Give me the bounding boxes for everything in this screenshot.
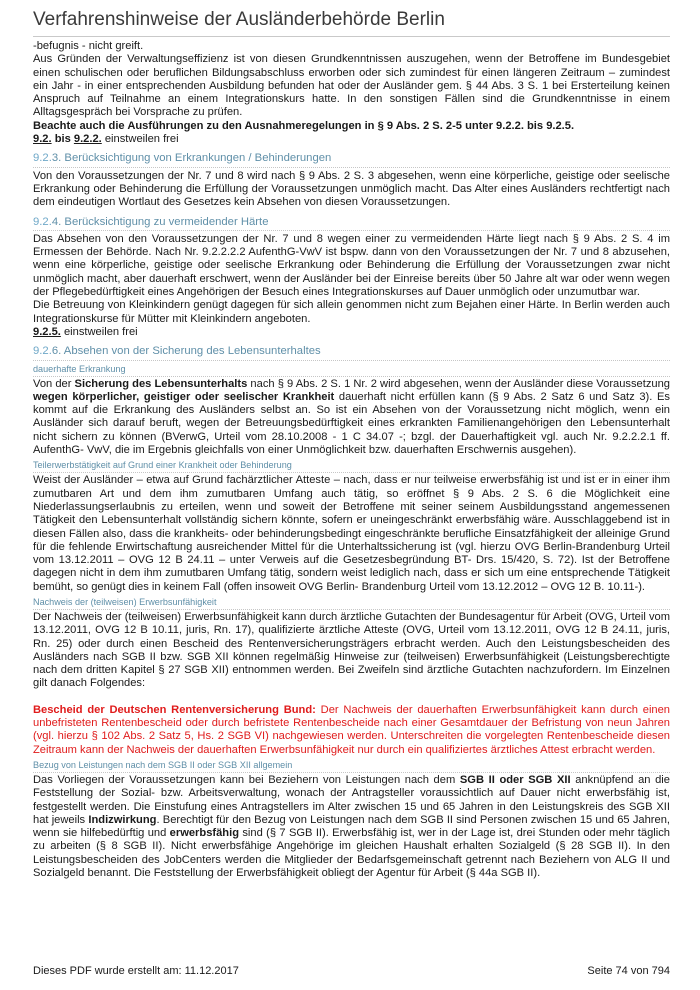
subsection-heading: Bezug von Leistungen nach dem SGB II oder SGB XII allgemein <box>33 760 670 773</box>
paragraph: Die Betreuung von Kleinkindern genügt dagegen für sich allein genommen nicht zum Bejahen einer Härte. In Berlin werden auch Integrationskurse für Mütter mit Kleinkindern angeboten. <box>33 299 670 325</box>
section-number: 9.2. <box>33 152 52 165</box>
section-heading <box>33 345 670 360</box>
text: einstweilen frei <box>101 133 179 146</box>
text-bold: wegen körperlicher, geistiger oder seelischer Krankheit <box>33 390 335 403</box>
footer-created-date: Dieses PDF wurde erstellt am: 11.12.2017 <box>33 965 239 977</box>
text-bold: erwerbsfähig <box>169 827 239 840</box>
footer-page-number: Seite 74 von 794 <box>587 965 670 977</box>
section-title: 6. Absehen von der Sicherung des Lebensunterhaltes <box>51 345 321 358</box>
text: dauerhaft nicht erfüllen kann (§ 9 Abs. 2 Satz 6 und Satz 3). Es kommt auf die Erkrankung des Ausländers selbst an. So ist ein Absehen von der Voraussetzung nicht möglich, wenn ein Ausländer sich darauf beruft, wegen der Betreuungsbedürftigkeit eines erkrankten Familienangehörigen den Lebensunterhalt nicht sichern zu können (BVerwG, Urteil vom 28.10.2008 - 1 C 34.07 -; bzgl. der Dauerhaftigkeit vgl. auch Nr. 9.2.2.2.1 ff. AufenthG- VwV, die im Ergebnis gleichfalls von einer Unmöglichkeit bzw. dauerhaften Erschwernis ausgehen). <box>33 390 670 457</box>
subsection-heading: dauerhafte Erkrankung <box>33 364 670 377</box>
section-heading <box>33 216 670 231</box>
paragraph: Aus Gründen der Verwaltungseffizienz ist von diesen Grundkenntnissen auszugehen, wenn der Betroffene im Bundesgebiet einen schulischen oder beruflichen Bildungsabschluss erworben oder sich zumindest für einen längeren Zeitraum – zumindest ein Jahr - in einer entsprechenden Ausbildung befunden hat oder der Ausländer gem. § 44 Abs. 3 S. 1 bei Ersterteilung keinen Anspruch auf Teilnahme an einem Integrationskurs hatte. In den sonstigen Fällen sind die Grundkenntnisse in einem Alltagsgespräch bei Vorsprache zu prüfen. <box>33 53 670 119</box>
paragraph <box>33 133 670 146</box>
section-number: 9.2. <box>33 345 52 358</box>
text: bis <box>51 133 74 146</box>
paragraph: Der Nachweis der (teilweisen) Erwerbsunfähigkeit kann durch ärztliche Gutachten der Bundesagentur für Arbeit (OVG, Urteil vom 13.12.2011, OVG 12 B 10.11, juris, Rn. 17), qualifizierte ärztliche Atteste (OVG, Urteil vom 13.12.2011, OVG 12 B 24.11, juris, Rn. 25) oder durch einen Bescheid des Rentenversicherungsträgers erbracht werden. Auch den Leistungsbescheiden des Ausländers nach SGB II bzw. SGB XII können regelmäßig Hinweise zur (teilweisen) Erwerbsunfähigkeit (Leistungsberechtigte nach dem dritten Kapitel § 27 SGB XII) entnommen werden. Bei Zweifeln sind ärztliche Gutachten nachzufordern. Im Einzelnen gilt danach Folgendes: <box>33 610 670 690</box>
paragraph <box>33 326 670 339</box>
text: nach § 9 Abs. 2 S. 1 Nr. 2 wird abgesehen, wenn der Ausländer diese Voraussetzung <box>247 377 671 390</box>
text: . Berechtigt für den Bezug von Leistungen nach dem SGB II sind Personen zwischen 15 und 65 Jahren, wenn sie hilfebedürftig und <box>33 813 670 840</box>
text: Das Vorliegen der Voraussetzungen kann bei Beziehern von Leistungen nach dem <box>33 773 460 786</box>
document-body <box>33 40 670 880</box>
page-footer <box>33 965 670 977</box>
subsection-heading: Nachweis der (teilweisen) Erwerbsunfähigkeit <box>33 597 670 610</box>
paragraph: Weist der Ausländer – etwa auf Grund fachärztlicher Atteste – nach, dass er nur teilweise erwerbsfähig ist und ist er in einer ihm zumutbaren Art und dem ihm zumutbaren Umfang auch tätig, so eröffnet § 9 Abs. 2 S. 6 die Möglichkeit eine Niederlassungserlaubnis zu erteilen, wenn und soweit der Betroffene mit seiner seinem Ausbildungsstand angemessenen Tätigkeit den Lebensunterhalt vollständig sichern könnte, sofern er uneingeschränkt erwerbsfähig wäre. Ausschlaggebend ist in diesen Fällen also, dass die krankheits- oder behinderungsbedingt eingeschränkte berufliche Einsatzfähigkeit der alleinige Grund für die fehlende Erwirtschaftung ausreichender Mittel für die Unterhaltssicherung ist (vgl. hierzu OVG Berlin-Brandenburg Urteil vom 13.12.2011 – OVG 12 B 24.11 – unter Verweis auf die Gesetzesbegründung BT- Drs. 15/420, S. 72). Ist der Betroffene dagegen nicht in dem ihm zumutbaren Umfang tätig, sondern weist lediglich nach, dass er sich um eine entsprechende Tätigkeit bemüht, so genügt dies in keinem Fall (offen insoweit OVG Berlin- Brandenburg Urteil vom 13.12.2012 – OVG 12 B. 10.11-). <box>33 474 670 593</box>
text: anknüpfend an die Feststellung der Sozial- bzw. Arbeitsverwaltung, wonach der Antragsteller voraussichtlich auf Dauer nicht erwerbsfähig ist, festgestellt werden. Die Einstufung eines Antragstellers im Alter zwischen 15 und 65 Jahren in den Leistungskreis des SGB XII hat jeweils <box>33 773 670 826</box>
text: sind (§ 7 SGB II). Erwerbsfähig ist, wer in der Lage ist, drei Stunden oder mehr täglich zu arbeiten (§ 8 SGB II). Nicht erwerbsfähige Angehörige im gleichen Haushalt erhalten Sozialgeld (§ 28 SGB II). In den Leistungsbescheiden des JobCenters werden die Mitglieder der Bedarfsgemeinschaft getrennt nach Beziehern von ALG II und Sozialgeld benannt. Die Feststellung der Erwerbsfähigkeit obliegt der Agentur für Arbeit (§ 44a SGB II). <box>33 827 670 880</box>
paragraph <box>33 774 670 880</box>
section-title: 4. Berücksichtigung zu vermeidender Härte <box>51 215 269 228</box>
paragraph <box>33 378 670 458</box>
paragraph-note: Beachte auch die Ausführungen zu den Ausnahmeregelungen in § 9 Abs. 2 S. 2-5 unter 9.2.2. bis 9.2.5. <box>33 119 575 132</box>
section-number: 9.2. <box>33 215 52 228</box>
section-ref-link[interactable]: 9.2.5. <box>33 325 61 338</box>
paragraph-highlight <box>33 704 670 757</box>
section-ref-link[interactable]: 9.2.2. <box>73 133 102 146</box>
text: Von der <box>33 377 75 390</box>
text: Der Nachweis der dauerhaften Erwerbsunfähigkeit kann durch einen unbefristeten Rentenbescheid oder durch befristete Rentenbescheide nach einer Gesamtdauer der Befristung von neun Jahren (vgl. hierzu § 102 Abs. 2 Satz 5, Hs. 2 SGB VI) nachgewiesen werden. Unterschreiten die vorgelegten Rentenbescheide diesen Zeitraum kann der Nachweis der dauerhaften Erwerbsunfähigkeit nur durch ein qualifiziertes ärztliches Attest erbracht werden. <box>33 703 671 756</box>
page-title: Verfahrenshinweise der Ausländerbehörde Berlin <box>33 9 445 30</box>
text-bold: Indizwirkung <box>88 813 157 826</box>
paragraph: -befugnis - nicht greift. <box>33 40 144 52</box>
section-title: 3. Berücksichtigung von Erkrankungen / Behinderungen <box>51 152 332 165</box>
paragraph: Das Absehen von den Voraussetzungen der Nr. 7 und 8 wegen einer zu vermeidenden Härte liegt nach § 9 Abs. 2 S. 4 im Ermessen der Behörde. Nach Nr. 9.2.2.2.2 AufenthG-VwV ist bspw. dann von den Voraussetzungen der Nr. 7 und 8 abzusehen, wenn eine körperliche, geistige oder seelische Erkrankung oder Behinderung die Erfüllung der Voraussetzungen zwar nicht unmöglich macht, aber dauerhaft erschwert, wenn der Ausländer bei der Einreise bereits über 50 Jahre alt war oder wenn wegen der Pflegebedürftigkeit eines Angehörigen der Besuch eines Integrationskurses auf Dauer unmöglich oder unzumutbar war. <box>33 232 670 299</box>
text-bold: Bescheid der Deutschen Rentenversicherung Bund: <box>33 703 316 716</box>
text-bold: Sicherung des Lebensunterhalts <box>74 377 248 390</box>
section-ref-link[interactable]: 9.2. <box>33 133 52 146</box>
subsection-heading: Teilerwerbstätigkeit auf Grund einer Krankheit oder Behinderung <box>33 460 670 473</box>
spacer <box>33 691 670 704</box>
text-bold: SGB II oder SGB XII <box>459 773 571 786</box>
paragraph: Von den Voraussetzungen der Nr. 7 und 8 wird nach § 9 Abs. 2 S. 3 abgesehen, wenn eine körperliche, geistige oder seelische Erkrankung oder Behinderung die Erfüllung der Voraussetzungen unmöglich macht. Das Alter eines Ausländers rechtfertigt nach dem eindeutigen Wortlaut des Gesetzes kein Absehen von diesen Voraussetzungen. <box>33 169 670 209</box>
title-divider <box>33 36 670 37</box>
text: einstweilen frei <box>60 325 138 338</box>
section-heading <box>33 152 670 167</box>
